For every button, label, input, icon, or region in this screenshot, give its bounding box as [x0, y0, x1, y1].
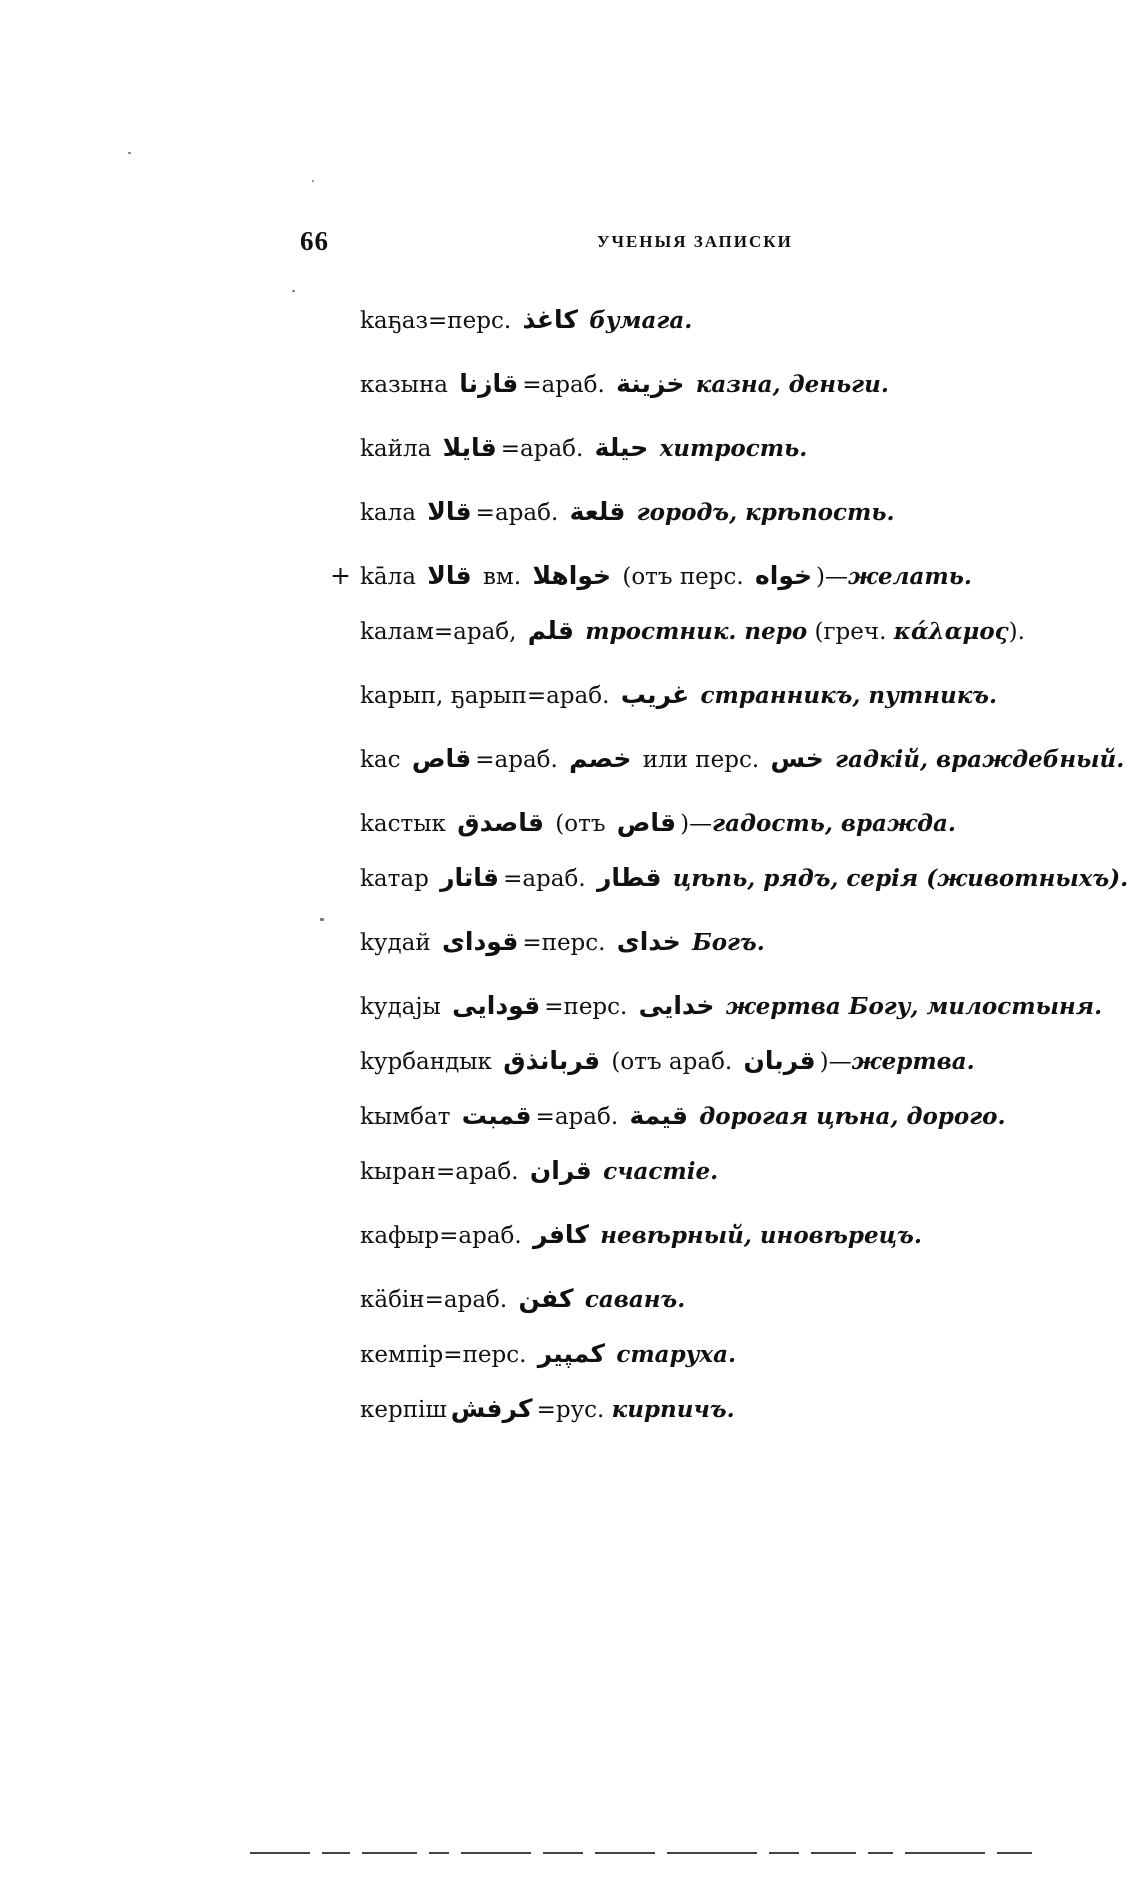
entry-kyran: kыран=араб. قران счастіе.	[360, 1156, 719, 1185]
margin-speck	[320, 918, 324, 921]
margin-speck	[312, 180, 314, 182]
entry-kas: kас قاص =араб. خصم или перс. خس гадкій, враждебный.	[360, 744, 1125, 773]
dictionary-entries	[330, 304, 1129, 1448]
entry-kudajy: kудаjы قودايى =перс. خدايى жертва Богу, милостыня.	[360, 991, 1103, 1020]
page-number: 66	[300, 226, 329, 256]
entry-kazyna: казына قازنا =араб. خزينة казна, деньги.	[360, 369, 889, 398]
running-title: УЧЕНЫЯ ЗАПИСКИ	[597, 232, 793, 251]
entry-kagaz: kaҕаз=перс. کاغذ бумага.	[360, 305, 693, 334]
entry-kafyr: кафыр=араб. كافر невѣрный, иновѣрецъ.	[360, 1220, 922, 1249]
entry-kalam: kалам=араб, قلم тростник. перо (греч. κάλαμος).	[360, 616, 1025, 645]
entry-katar: kатар قاتار =араб. قطار цѣпь, рядъ, серія (животныхъ).	[360, 863, 1129, 892]
plus-mark: +	[330, 561, 351, 590]
entry-kabin: кӓбін=араб. كفن саванъ.	[360, 1284, 686, 1313]
entry-kala-long: + kāла قالا вм. خواهلا (отъ перс. خواه )—желать.	[330, 561, 972, 590]
entry-karyp: kарып, ҕарып=араб. غريب странникъ, путникъ.	[360, 680, 997, 709]
margin-speck	[292, 290, 295, 292]
entry-kudai: kудай قوداى =перс. خداى Богъ.	[360, 927, 765, 956]
entry-kerpish: керпіш كرفش =рус. кирпичъ.	[360, 1394, 735, 1423]
entry-kempir: кемпір=перс. كمپير старуха.	[360, 1339, 737, 1368]
entry-kymbat: kымбат قمبت =араб. قيمة дорогая цѣна, дорого.	[360, 1101, 1006, 1130]
entry-kaila: kайла قايلا =араб. حيلة хитрость.	[360, 433, 808, 462]
entry-kala: kала قالا =араб. قلعة городъ, крѣпость.	[360, 497, 895, 526]
entry-kastyk: kастык قاصدق (отъ قاص )—гадость, вражда.	[360, 808, 956, 837]
margin-speck	[128, 152, 131, 154]
entry-kurbandyk: kурбандык قربانذق (отъ араб. قربان )—жертва.	[360, 1046, 975, 1075]
footer-rule	[250, 1842, 1110, 1854]
